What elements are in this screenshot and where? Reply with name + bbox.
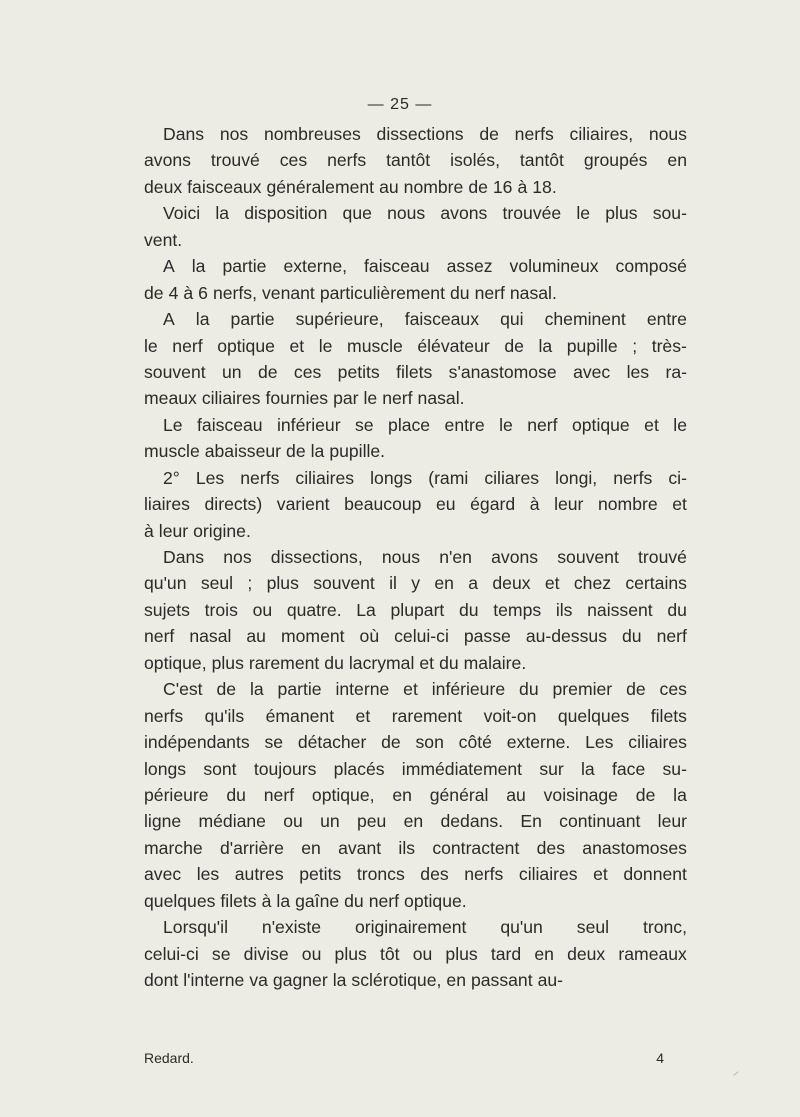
text-line: A la partie externe, faisceau assez volumineux composé [163, 256, 687, 277]
text-line: ligne médiane ou un peu en dedans. En continuant leur [144, 811, 687, 832]
text-line: indépendants se détacher de son côté externe. Les ciliaires [144, 732, 687, 753]
text-line: nerfs qu'ils émanent et rarement voit-on quelques filets [144, 705, 687, 726]
text-line: périeure du nerf optique, en général au voisinage de la [144, 784, 687, 805]
text-line: A la partie supérieure, faisceaux qui cheminent entre [163, 309, 687, 330]
text-line: Lorsqu'il n'existe originairement qu'un seul tronc, [163, 917, 687, 938]
text-line: meaux ciliaires fournies par le nerf nasal. [144, 388, 465, 409]
text-line: Le faisceau inférieur se place entre le nerf optique et le [163, 414, 687, 435]
text-line: nerf nasal au moment où celui-ci passe au-dessus du nerf [144, 626, 687, 647]
text-line: liaires directs) varient beaucoup eu égard à leur nombre et [144, 494, 687, 515]
text-line: celui-ci se divise ou plus tôt ou plus tard en deux rameaux [144, 943, 687, 964]
text-line: avons trouvé ces nerfs tantôt isolés, tantôt groupés en [144, 150, 687, 171]
signature-mark: 4 [656, 1050, 664, 1066]
text-line: Dans nos nombreuses dissections de nerfs ciliaires, nous [163, 124, 687, 144]
text-line: à leur origine. [144, 520, 251, 541]
text-line: longs sont toujours placés immédiatement sur la face su- [144, 758, 687, 779]
text-line: Dans nos dissections, nous n'en avons souvent trouvé [163, 547, 687, 567]
text-line: sujets trois ou quatre. La plupart du temps ils naissent du [144, 599, 687, 620]
text-line: Voici la disposition que nous avons trouvée le plus sou- [163, 203, 687, 224]
page-footer [144, 1050, 664, 1066]
body-text [144, 121, 687, 993]
text-line: deux faisceaux généralement au nombre de 16 à 18. [144, 176, 557, 197]
text-line: marche d'arrière en avant ils contractent des anastomoses [144, 837, 687, 858]
footer-author: Redard. [144, 1050, 194, 1066]
page-number: — 25 — [367, 96, 433, 113]
paper-speck [733, 1071, 738, 1076]
text-line: C'est de la partie interne et inférieure du premier de ces [163, 679, 687, 700]
text-line: muscle abaisseur de la pupille. [144, 441, 386, 462]
text-line: dont l'interne va gagner la sclérotique, en passant au- [144, 970, 564, 990]
text-line: souvent un de ces petits filets s'anastomose avec les ra- [144, 361, 687, 382]
text-line: le nerf optique et le muscle élévateur de la pupille ; très- [144, 335, 687, 356]
text-line: 2° Les nerfs ciliaires longs (rami ciliares longi, nerfs ci- [163, 467, 687, 488]
text-line: optique, plus rarement du lacrymal et du malaire. [144, 652, 527, 673]
text-line: de 4 à 6 nerfs, venant particulièrement du nerf nasal. [144, 282, 557, 303]
text-line: quelques filets à la gaîne du nerf optique. [144, 890, 467, 911]
text-line: avec les autres petits troncs des nerfs ciliaires et donnent [144, 864, 687, 885]
text-line: vent. [144, 229, 183, 250]
text-line: qu'un seul ; plus souvent il y en a deux et chez certains [144, 573, 687, 594]
